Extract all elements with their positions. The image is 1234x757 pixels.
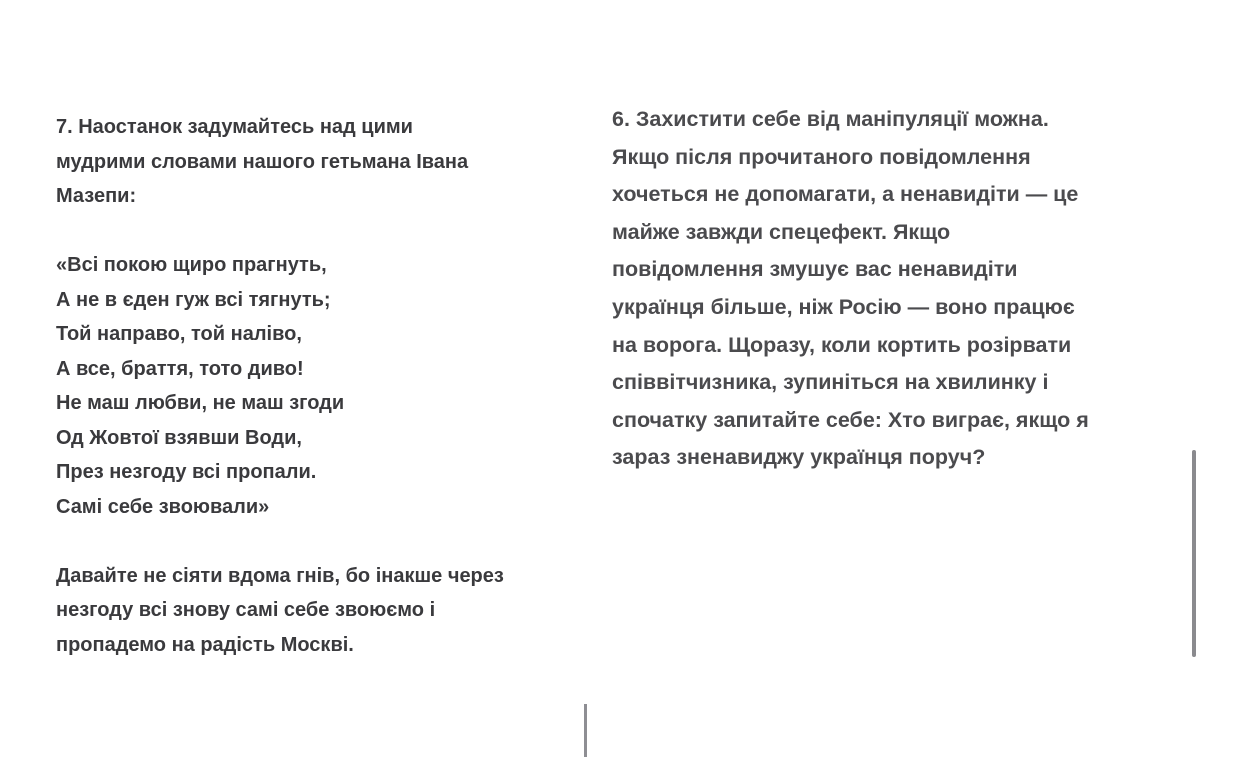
right-text-block	[612, 101, 1089, 477]
poem-line: Од Жовтої взявши Води,	[56, 426, 302, 449]
poem-line: А не в єден гуж всі тягнуть;	[56, 288, 331, 311]
left-text-block	[56, 110, 504, 662]
panel-divider	[584, 704, 587, 757]
paragraph-line: майже завжди спецефект. Якщо	[612, 219, 951, 244]
heading-line: мудрими словами нашого гетьмана Івана	[56, 150, 469, 173]
paragraph-line: на ворога. Щоразу, коли кортить розірвати	[612, 332, 1072, 357]
paragraph-line: повідомлення змушує вас ненавидіти	[612, 257, 1018, 282]
poem-line: През незгоду всі пропали.	[56, 461, 317, 483]
paragraph-spacer	[56, 524, 504, 559]
closing-line: незгоду всі знову самі себе звоюємо і	[56, 599, 436, 621]
closing-line: пропадемо на радість Москві.	[56, 633, 354, 656]
left-panel	[0, 0, 584, 757]
paragraph-line: Якщо після прочитаного повідомлення	[612, 144, 1031, 169]
heading-line: 7. Наостанок задумайтесь над цими	[56, 116, 413, 138]
closing-line: Давайте не сіяти вдома гнів, бо інакше через	[56, 564, 504, 587]
poem-line: Не маш любви, не маш згоди	[56, 392, 345, 414]
right-panel	[588, 0, 1234, 757]
paragraph-spacer	[56, 214, 504, 249]
poem-line: А все, браття, тото диво!	[56, 357, 304, 380]
paragraph-line: співвітчизника, зупиніться на хвилинку і	[612, 370, 1049, 395]
paragraph-line: зараз зненавиджу українця поруч?	[612, 445, 986, 470]
heading-line: Мазепи:	[56, 185, 137, 207]
poem-line: Той направо, той наліво,	[56, 323, 302, 345]
paragraph-line: українця більше, ніж Росію — воно працює	[612, 294, 1075, 319]
paragraph-line: хочеться не допомагати, а ненавидіти — це	[612, 182, 1079, 207]
poem-line: Самі себе звоювали»	[56, 495, 270, 518]
vertical-scrollbar[interactable]	[1192, 450, 1196, 657]
paragraph-line: 6. Захистити себе від маніпуляції можна.	[612, 107, 1049, 131]
poem-line: «Всі покою щиро прагнуть,	[56, 254, 327, 276]
paragraph-line: спочатку запитайте себе: Хто виграє, якщо я	[612, 407, 1089, 432]
